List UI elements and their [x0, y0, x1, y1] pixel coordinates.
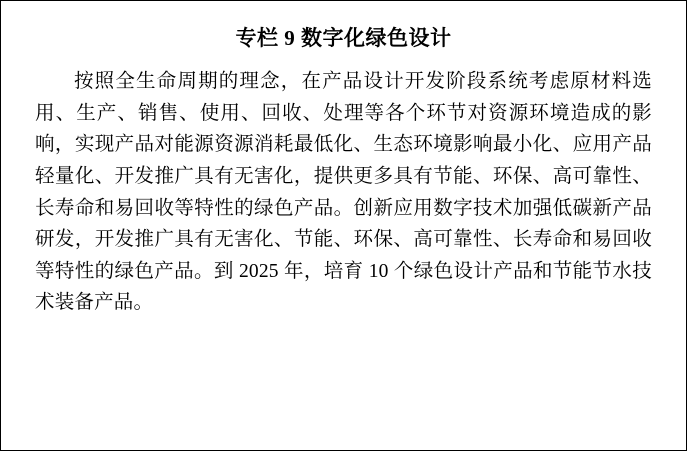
callout-paragraph: 按照全生命周期的理念，在产品设计开发阶段系统考虑原材料选用、生产、销售、使用、回收、处理等各个环节对资源环境造成的影响，实现产品对能源资源消耗最低化、生态环境影响最小化、应用产品轻量化、开发推广具有无害化，提供更多具有节能、环保、高可靠性、长寿命和易回收等特性的绿色产品。创新应用数字技术加强低碳新产品研发，开发推广具有无害化、节能、环保、高可靠性、长寿命和易回收等特性的绿色产品。到 2025 年，培育 10 个绿色设计产品和节能节水技术装备产品。: [35, 71, 652, 314]
callout-title: 专栏 9 数字化绿色设计: [235, 26, 452, 50]
callout-content: [1, 1, 686, 450]
